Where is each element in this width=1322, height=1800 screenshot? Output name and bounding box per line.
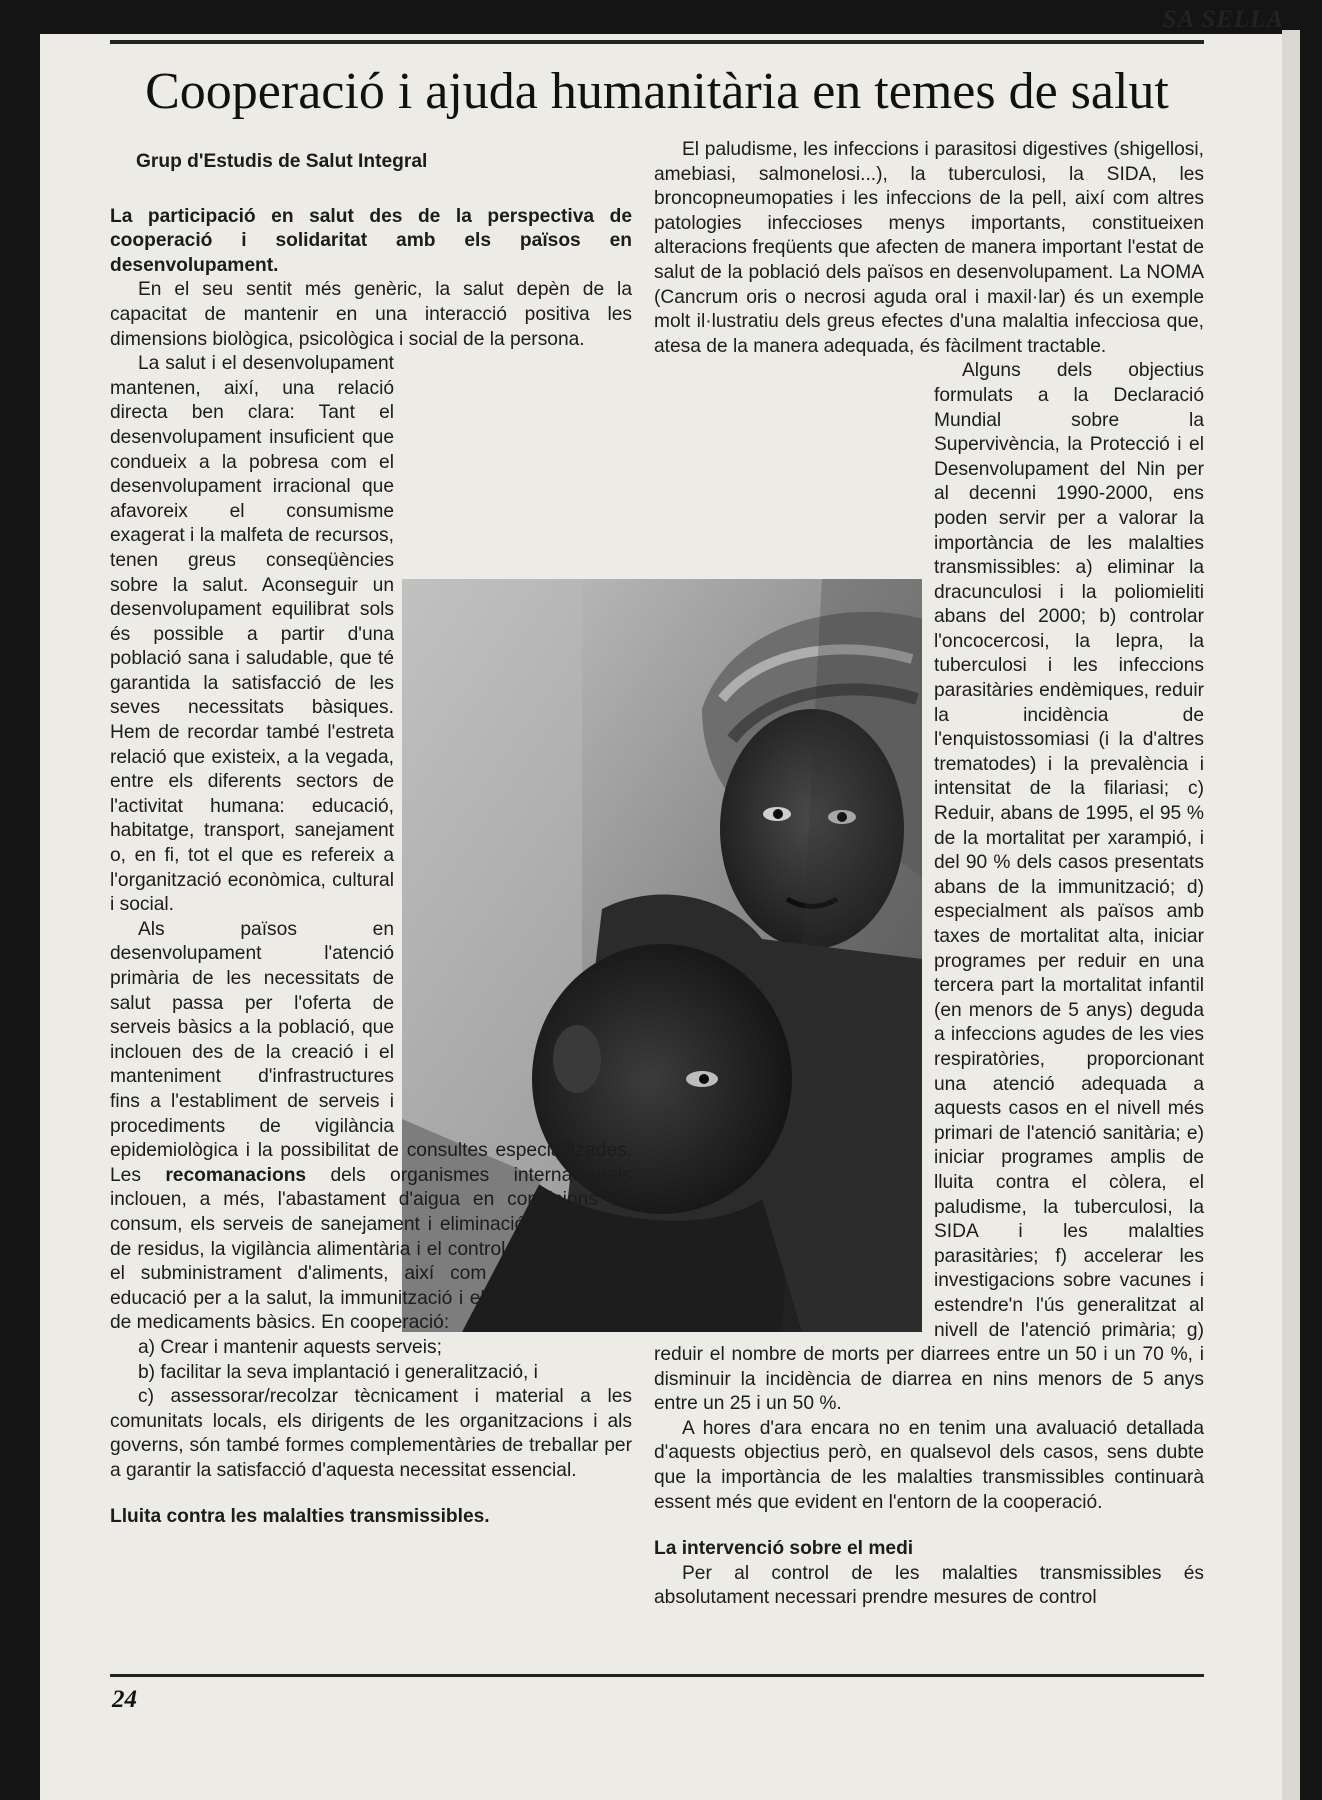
section-heading: Lluita contra les malalties transmissibles.: [110, 1506, 490, 1528]
list-item: c) assessorar/recolzar tècnicament i material a les comunitats locals, els dirigents de les organitzacions i als governs, són també formes complementàries de treballar per a garantir la satisfacció d'aquesta necessitat essencial.: [110, 1386, 632, 1481]
running-head: SA SELLA: [1162, 6, 1284, 33]
paragraph: El paludisme, les infeccions i parasitosi digestives (shigellosi, amebiasi, salmonelosi...), la tuberculosi, la SIDA, les broncopneumopaties i les infeccions de la pell, així com altres patologies infeccioses menys importants, constitueixen alteracions freqüents que afecten de manera important l'estat de salut de la població dels països en desenvolupament. La NOMA (Cancrum oris o necrosi aguda oral i maxil·lar) és un exemple molt il·lustratiu dels greus efectes d'una malaltia infecciosa que, atesa de la manera adequada, és fàcilment tractable.: [654, 139, 1204, 357]
page-number: 24: [112, 1686, 137, 1713]
list-item: a) Crear i mantenir aquests serveis;: [138, 1336, 442, 1358]
list-item: b) facilitar la seva implantació i generalització, i: [138, 1361, 538, 1383]
article-lead: La participació en salut des de la perspectiva de cooperació i solidaritat amb els països en desenvolupament.: [110, 205, 632, 276]
section-heading: La intervenció sobre el medi: [654, 1538, 914, 1560]
top-rule: [110, 40, 1204, 44]
paragraph: A hores d'ara encara no en tenim una avaluació detallada d'aquests objectius però, en qualsevol dels casos, sens dubte que la importància de les malalties transmissibles continuarà essent més que evident en l'entorn de la cooperació.: [654, 1417, 1204, 1513]
paragraph-text: Alguns dels objectius formulats a la Declaració Mundial sobre la Supervivència, la Protecció i el Desenvolupament del Nin per al decenni 1990-2000, ens poden servir per a valorar la importància de les malalties transmissibles: a) eliminar la dracunculosi i la poliomieliti abans del 2000; b) controlar l'oncocercosi, la lepra, la tuberculosi i les infeccions parasitàries endèmiques, reduir la incidència de l'enquistossomiasi (i la d'altres trematodes) i la prevalència i intensitat de la filariasi; c) Reduir, abans de 1995, el 95 % de la mortalitat per xarampió, i del 90 % dels casos presentats abans de la immunització; d) especialment als països amb taxes de mortalitat alta, iniciar programes per reduir en una tercera part la mortalitat infantil (en menors de 5 anys) deguda a infeccions agudes de les vies respiratòries, proporcionant una atenció adequada a aquests casos en el nivell més primari de l'atenció sanitària; e) iniciar programes amplis de lluita contra el còlera, el paludisme, la tuberculosi, la SIDA i les malalties parasitàries; f) accelerar les investigacions sobre vacunes i estendre'n l'ús generalitzat al nivell de l'atenció primària; g) reduir el nombre de morts per diarrees entre un 50 i un 70 %, i disminuir la incidència de diarrea en nins menors de 5 anys entre un 25 i un 50 %.: [654, 360, 1204, 1415]
paragraph-text: Als països en desenvolupament l'atenció primària de les necessitats de salut passa per l'oferta de serveis bàsics a la població, que inclouen des de la creació i el manteniment d'infrastructures fins a l'establiment de serveis i procediments de vigilància epidemiològica i la possibilitat de consultes especialitzades. Les: [110, 918, 632, 1186]
right-column: [654, 138, 1204, 1611]
paragraph: En el seu sentit més genèric, la salut depèn de la capacitat de mantenir en una interacció positiva les dimensions biològica, psicològica i social de la persona.: [110, 279, 632, 350]
photo-wrap-spacer: [394, 352, 632, 1122]
paragraph: La salut i el desenvolupament mantenen, així, una relació directa ben clara: Tant el desenvolupament insuficient que condueix a la pobresa com el desenvolupament irracional que afavoreix el consumisme exagerat i la malfeta de recursos, tenen greus conseqüències sobre la salut. Aconseguir un desenvolupament equilibrat sols és possible a partir d'una població sana i saludable, que té garantida la satisfacció de les seves necessitats bàsiques. Hem de recordar també l'estreta relació que existeix, a la vegada, entre els diferents sectors de l'activitat humana: educació, habitatge, transport, sanejament o, en fi, tot el que es refereix a l'organització econòmica, cultural i social.: [110, 353, 394, 916]
paragraph: Per al control de les malalties transmissibles és absolutament necessari prendre mesures de control: [654, 1562, 1204, 1609]
emphasis-text: recomanacions: [165, 1164, 307, 1186]
article-byline: Grup d'Estudis de Salut Integral: [136, 151, 428, 172]
bottom-rule: [110, 1674, 1204, 1677]
paragraph-text: dels organismes internacionals inclouen, a més, l'abastament d'aigua en condicions de consum, els serveis de sanejament i eliminació d'excretes i de residus, la vigilància alimentària i el control de la qualitat i el subministrament d'aliments, així com la promoció i educació per a la salut, la immunització i el subministrament de medicaments bàsics. En cooperació:: [110, 1164, 632, 1334]
adjacent-page-edge: [1282, 30, 1300, 1800]
left-column: [110, 150, 632, 1530]
article-title: Cooperació i ajuda humanitària en temes de salut: [145, 63, 1169, 120]
